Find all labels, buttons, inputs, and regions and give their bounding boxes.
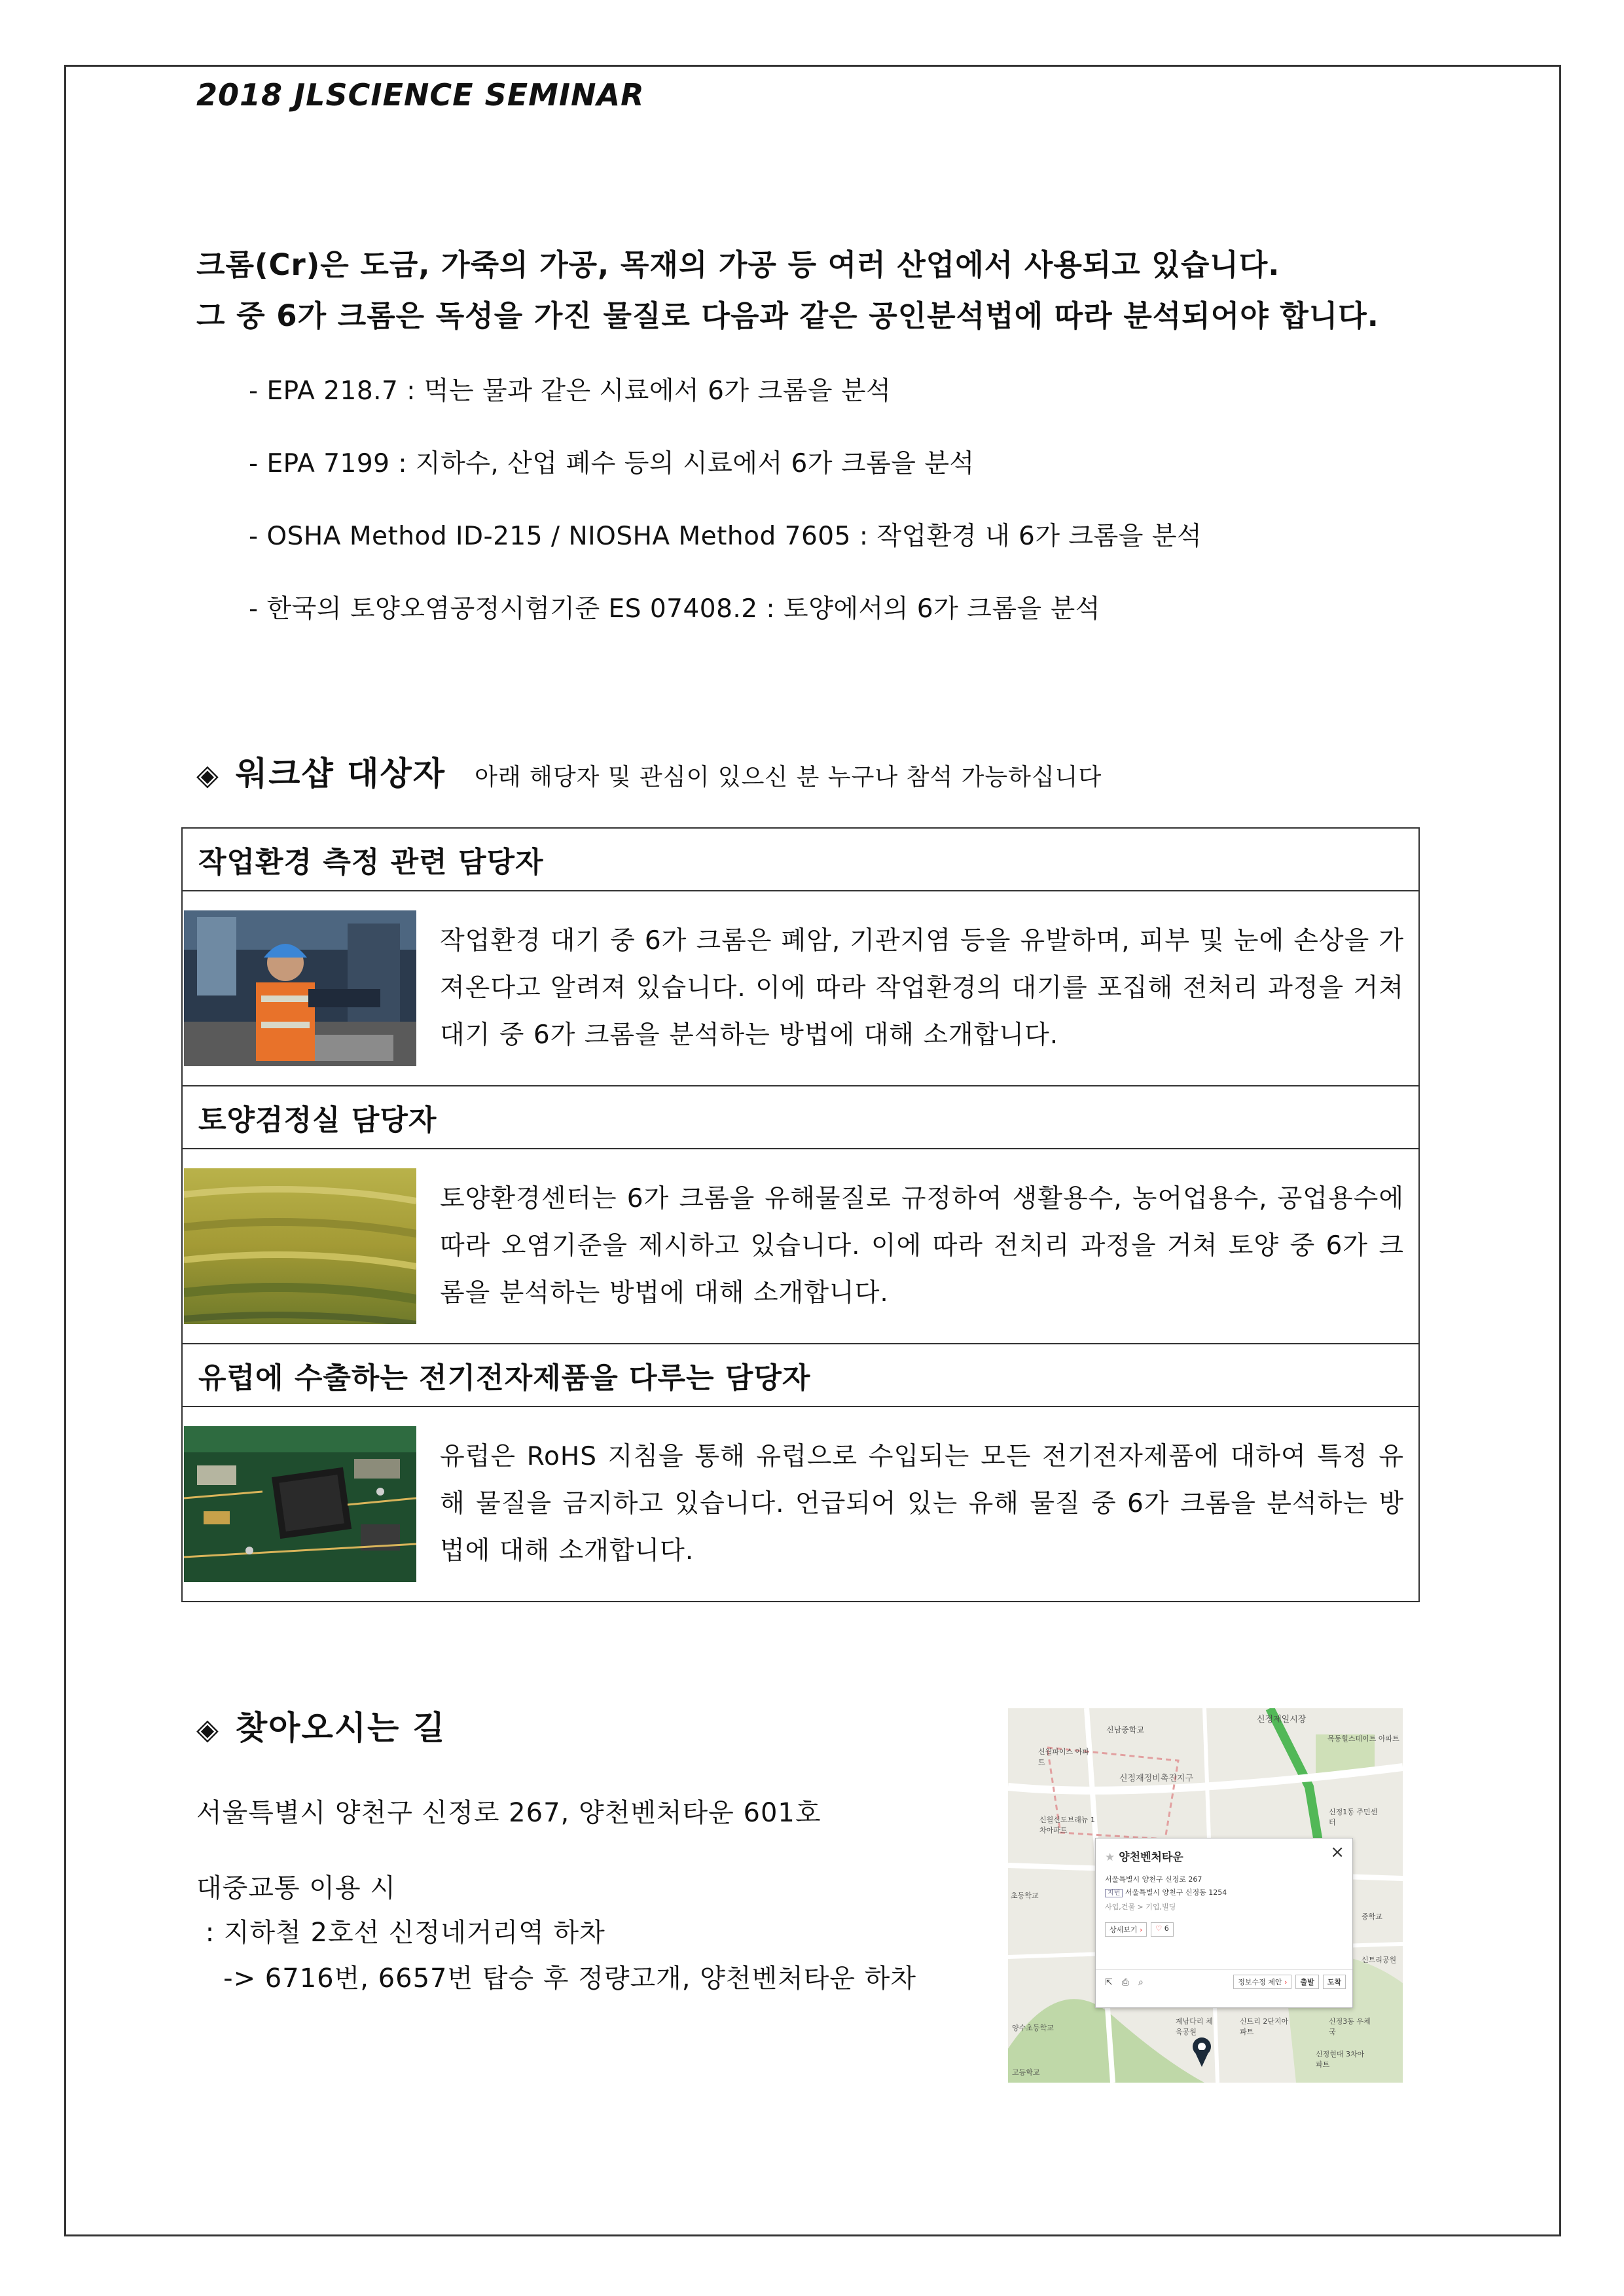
map-label: 신정제일시장 — [1257, 1715, 1307, 1725]
map-label: 계남다리 체육공원 — [1176, 2017, 1213, 2036]
map-category: 사업,건물 > 기업,빌딩 — [1105, 1903, 1176, 1911]
circuit-board-photo-icon — [184, 1426, 416, 1582]
map-lot-address: 지번 서울특별시 양천구 신정동 1254 — [1105, 1887, 1227, 1897]
zoom-icon[interactable]: ⌕ — [1138, 1977, 1144, 1988]
directions-title: 찾아오시는 길 — [235, 1709, 446, 1747]
depart-button[interactable]: 출발 — [1295, 1975, 1318, 1989]
map-label: 신트리공원 — [1362, 1956, 1397, 1964]
lot-badge: 지번 — [1105, 1889, 1123, 1897]
map-label: 목동힐스테이트 아파트 — [1327, 1734, 1399, 1743]
diamond-bullet-icon: ◈ — [196, 759, 219, 792]
directions-section-heading — [196, 1702, 446, 1749]
map-share-tools — [1105, 1977, 1144, 1988]
transit-line: : 지하철 2호선 신정네거리역 하차 — [196, 1918, 605, 1948]
workshop-subtitle: 아래 해당자 및 관심이 있으신 분 누구나 참석 가능하십니다 — [475, 764, 1102, 791]
workshop-section-heading — [196, 747, 1102, 795]
map-label: 초등학교 — [1011, 1892, 1039, 1900]
transit-line: -> 6716번, 6657번 탑승 후 정량고개, 양천벤처타운 하차 — [196, 1964, 917, 1994]
target-description: 유럽은 RoHS 지침을 통해 유럽으로 수입되는 모든 전기전자제품에 대하여 특정 유해 물질을 금지하고 있습니다. 언급되어 있는 유해 물질 중 6가 크롬을 분석하는 방법에 대해 소개합니다. — [440, 1442, 1404, 1566]
map-label: 신정1동 주민센터 — [1329, 1808, 1378, 1827]
target-heading: 유럽에 수출하는 전기전자제품을 다루는 담당자 — [182, 1344, 1419, 1407]
target-body — [182, 891, 1419, 1086]
target-audience-table — [181, 827, 1420, 1602]
target-heading: 작업환경 측정 관련 담당자 — [182, 828, 1419, 891]
detail-button[interactable]: 상세보기 › — [1105, 1922, 1147, 1937]
edit-suggest-button[interactable]: 정보수정 제안 › — [1233, 1975, 1291, 1989]
heart-icon: ♡ — [1155, 1924, 1163, 1933]
star-icon[interactable]: ★ — [1105, 1851, 1115, 1864]
map-label: 신정현대 3차아파트 — [1316, 2050, 1365, 2069]
method-item: - EPA 218.7 : 먹는 물과 같은 시료에서 6가 크롬을 분석 — [249, 376, 892, 406]
target-heading: 토양검정실 담당자 — [182, 1086, 1419, 1149]
chevron-right-icon: › — [1284, 1978, 1288, 1986]
arrive-button[interactable]: 도착 — [1323, 1975, 1346, 1989]
close-icon[interactable]: × — [1330, 1842, 1344, 1862]
map-label: 신월신도브래뉴 1차아파트 — [1039, 1816, 1095, 1835]
like-button[interactable]: ♡ 6 — [1151, 1922, 1173, 1937]
map-info-card — [1095, 1838, 1353, 2008]
address-text: 서울특별시 양천구 신정로 267, 양천벤처타운 601호 — [196, 1798, 821, 1828]
target-body — [182, 1407, 1419, 1602]
map-label: 신정3동 우체국 — [1329, 2017, 1371, 2036]
target-description: 작업환경 대기 중 6가 크롬은 폐암, 기관지염 등을 유발하며, 피부 및 눈에 손상을 가져온다고 알려져 있습니다. 이에 따라 작업환경의 대기를 포집해 전처리 과정을 거쳐 대기 중 6가 크롬을 분석하는 방법에 대해 소개합니다. — [440, 926, 1404, 1050]
location-map[interactable] — [1008, 1708, 1403, 2083]
method-item: - OSHA Method ID-215 / NIOSHA Method 7605 : 작업환경 내 6가 크롬을 분석 — [249, 522, 1202, 551]
map-label: 신정재정비촉진지구 — [1119, 1774, 1194, 1784]
transit-label: 대중교통 이용 시 — [196, 1873, 396, 1903]
rice-field-photo-icon — [184, 1168, 416, 1324]
map-label: 신트리 2단지아파트 — [1240, 2017, 1289, 2036]
diamond-bullet-icon: ◈ — [196, 1713, 219, 1746]
chevron-right-icon: › — [1140, 1926, 1143, 1934]
map-road-address: 서울특별시 양천구 신정로 267 — [1105, 1875, 1202, 1884]
share-icon[interactable]: ⇱ — [1105, 1977, 1113, 1988]
target-body — [182, 1149, 1419, 1344]
map-label: 신남중학교 — [1106, 1725, 1144, 1734]
method-item: - EPA 7199 : 지하수, 산업 폐수 등의 시료에서 6가 크롬을 분석 — [249, 449, 975, 478]
map-label: 양수초등학교 — [1012, 2024, 1054, 2032]
map-card-actions — [1105, 1922, 1174, 1937]
map-route-actions — [1233, 1975, 1346, 1989]
page-header: 2018 JLSCIENCE SEMINAR — [196, 77, 645, 113]
worker-photo-icon — [184, 910, 416, 1066]
map-label: 신월파이스 아파트 — [1038, 1748, 1089, 1767]
map-label: 중학교 — [1362, 1912, 1382, 1921]
method-item: - 한국의 토양오염공정시험기준 ES 07408.2 : 토양에서의 6가 크롬을 분석 — [249, 594, 1100, 624]
intro-line-1: 크롬(Cr)은 도금, 가죽의 가공, 목재의 가공 등 여러 산업에서 사용되고 있습니다. — [196, 247, 1280, 282]
map-label: 고등학교 — [1012, 2068, 1040, 2077]
intro-line-2: 그 중 6가 크롬은 독성을 가진 물질로 다음과 같은 공인분석법에 따라 분석되어야 합니다. — [196, 298, 1379, 333]
workshop-title: 워크샵 대상자 — [235, 755, 446, 793]
map-place-title: ★ 양천벤처타운 — [1105, 1851, 1183, 1864]
print-icon[interactable]: ⎙ — [1121, 1977, 1129, 1988]
target-description: 토양환경센터는 6가 크롬을 유해물질로 규정하여 생활용수, 농어업용수, 공업용수에 따라 오염기준을 제시하고 있습니다. 이에 따라 전치리 과정을 거쳐 토양 중 6가 크롬을 분석하는 방법에 대해 소개합니다. — [440, 1184, 1404, 1308]
